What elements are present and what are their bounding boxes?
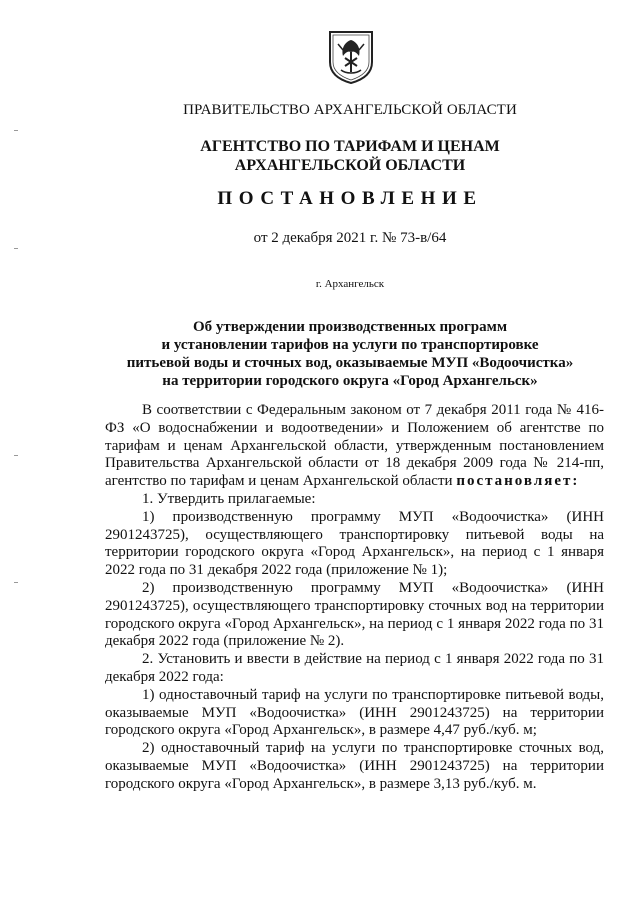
document-subject xyxy=(0,318,640,390)
body-paragraph: 1. Утвердить прилагаемые: xyxy=(142,490,316,507)
government-name: ПРАВИТЕЛЬСТВО АРХАНГЕЛЬСКОЙ ОБЛАСТИ xyxy=(183,102,517,118)
document-type-title: ПОСТАНОВЛЕНИЕ xyxy=(217,188,483,209)
margin-mark xyxy=(14,582,18,583)
subject-line: на территории городского округа «Город Архангельск» xyxy=(162,373,538,389)
body-paragraph: 2) производственную программу МУП «Водоочистка» (ИНН 2901243725), осуществляющего транспортировку сточных вод на территории городского округа «Город Архангельск», на период с 1 января 2022 года по 31 декабря 2022 года (приложение № 2). xyxy=(105,579,604,650)
margin-mark xyxy=(14,130,18,131)
resolves-word: постановляет: xyxy=(456,473,580,490)
document-body xyxy=(105,402,604,794)
body-paragraph: 2) одноставочный тариф на услуги по транспортировке сточных вод, оказываемые МУП «Водоочистка» (ИНН 2901243725) на территории городского округа «Город Архангельск», в размере 3,13 руб./куб. м. xyxy=(105,740,604,792)
agency-name-line: АГЕНТСТВО ПО ТАРИФАМ И ЦЕНАМ xyxy=(200,138,500,155)
agency-name xyxy=(0,137,640,175)
body-paragraph: 1) производственную программу МУП «Водоочистка» (ИНН 2901243725), осуществляющего транспортировку питьевой воды на территории городского округа «Город Архангельск», на период с 1 января 2022 года по 31 декабря 2022 года (приложение № 1); xyxy=(105,508,604,579)
document-city: г. Архангельск xyxy=(315,278,385,290)
body-paragraph: 1) одноставочный тариф на услуги по транспортировке питьевой воды, оказываемые МУП «Водоочистка» (ИНН 2901243725) на территории городского округа «Город Архангельск», в размере 4,47 руб./куб. м; xyxy=(105,686,604,739)
margin-mark xyxy=(14,455,18,456)
subject-line: и установлении тарифов на услуги по транспортировке xyxy=(161,337,539,353)
subject-line: Об утверждении производственных программ xyxy=(192,319,508,335)
coat-of-arms-icon xyxy=(326,28,376,84)
body-paragraph: 2. Установить и ввести в действие на период с 1 января 2022 года по 31 декабря 2022 года: xyxy=(105,651,604,685)
document-date-number: от 2 декабря 2021 г. № 73-в/64 xyxy=(253,230,447,246)
agency-name-line: АРХАНГЕЛЬСКОЙ ОБЛАСТИ xyxy=(234,157,466,174)
margin-mark xyxy=(14,248,18,249)
subject-line: питьевой воды и сточных вод, оказываемые МУП «Водоочистка» xyxy=(126,355,574,371)
intro-text: В соответствии с Федеральным законом от 7 декабря 2011 года № 416-ФЗ «О водоснабжении и водоотведении» и Положением об агентстве по тарифам и ценам Архангельской области, утвержденным постановлением Правительства Архангельской области от 18 декабря 2009 года № 214-пп, агентство по тарифам и ценам Архангельской области xyxy=(105,402,604,490)
body-paragraph-intro xyxy=(105,402,604,491)
